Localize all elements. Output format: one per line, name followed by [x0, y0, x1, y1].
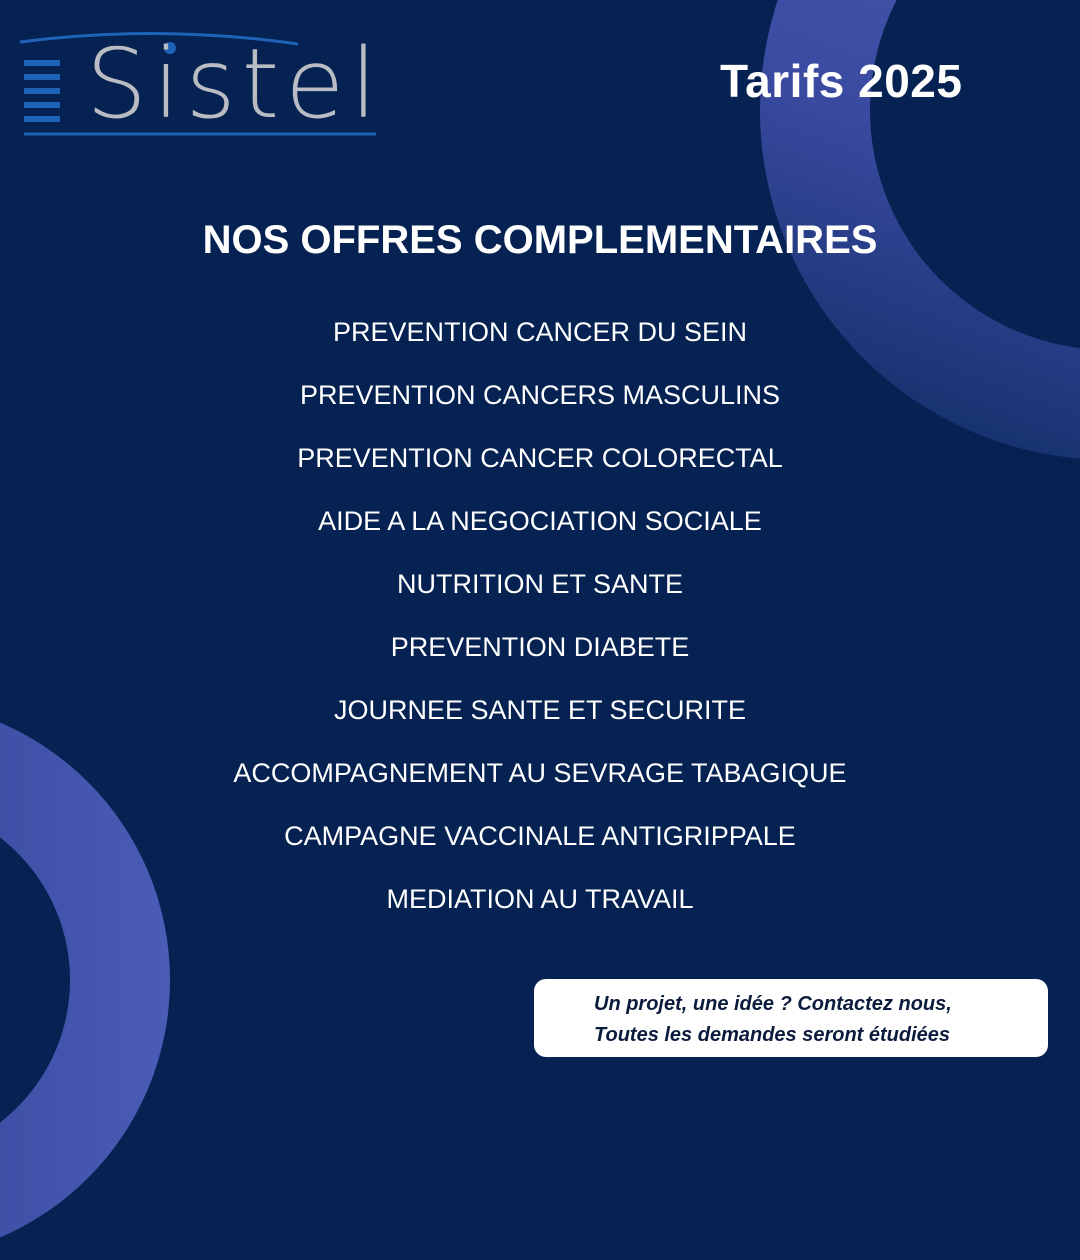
contact-line-2: Toutes les demandes seront étudiées [594, 1024, 951, 1046]
offers-list [0, 315, 1080, 945]
offer-item: ACCOMPAGNEMENT AU SEVRAGE TABAGIQUE [233, 758, 847, 788]
offer-item: MEDIATION AU TRAVAIL [386, 884, 694, 914]
offer-item: JOURNEE SANTE ET SECURITE [333, 695, 747, 725]
page-title: NOS OFFRES COMPLEMENTAIRES [202, 218, 878, 262]
tariff-year-title: Tarifs 2025 [720, 55, 963, 107]
offer-item: PREVENTION CANCERS MASCULINS [299, 380, 781, 410]
sistel-logo [18, 22, 383, 142]
offer-item: CAMPAGNE VACCINALE ANTIGRIPPALE [284, 821, 796, 851]
offer-item: NUTRITION ET SANTE [396, 569, 684, 599]
contact-callout [534, 979, 1048, 1057]
offer-item: AIDE A LA NEGOCIATION SOCIALE [318, 506, 762, 536]
offer-item: PREVENTION CANCER DU SEIN [332, 317, 748, 347]
logo-wordmark: Sistel [86, 28, 383, 140]
contact-line-1: Un projet, une idée ? Contactez nous, [594, 993, 952, 1015]
offer-item: PREVENTION DIABETE [390, 632, 690, 662]
offer-item: PREVENTION CANCER COLORECTAL [297, 443, 783, 473]
